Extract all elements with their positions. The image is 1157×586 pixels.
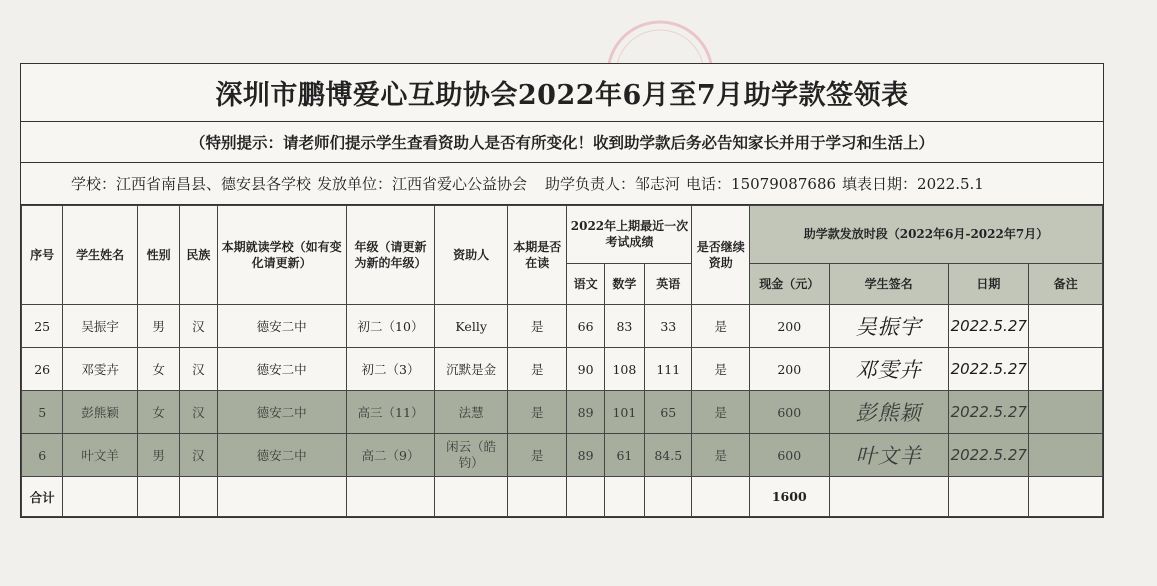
cell-grade: 初二（10） [346, 305, 435, 348]
cell-sponsor: 法慧 [435, 391, 508, 434]
cell-sign-date: 2022.5.27 [948, 391, 1029, 434]
cell-sign-date: 2022.5.27 [948, 348, 1029, 391]
info-school: 学校：江西省南昌县、德安县各学校 [71, 175, 312, 193]
cell-english: 65 [645, 391, 692, 434]
header-sponsor: 资助人 [435, 206, 508, 305]
cell-enrolled: 是 [507, 305, 566, 348]
cell-signature: 彭熊颖 [829, 391, 948, 434]
cell-sponsor: Kelly [435, 305, 508, 348]
cell-gender: 女 [137, 348, 179, 391]
total-label: 合计 [22, 477, 63, 517]
cell-cash: 200 [749, 305, 829, 348]
cell-continue: 是 [692, 348, 749, 391]
header-english: 英语 [645, 263, 692, 304]
info-line [21, 163, 1103, 205]
cell-name: 彭熊颖 [63, 391, 138, 434]
cell-remark [1029, 434, 1103, 477]
table-row [22, 391, 1103, 434]
cell-math: 108 [604, 348, 644, 391]
info-manager: 助学负责人：邹志河 [545, 175, 681, 193]
cell-math: 101 [604, 391, 644, 434]
cell-math: 83 [604, 305, 644, 348]
header-cash: 现金（元） [749, 263, 829, 304]
cell-signature: 叶文羊 [829, 434, 948, 477]
cell-english: 33 [645, 305, 692, 348]
cell-remark [1029, 348, 1103, 391]
aid-table [21, 205, 1103, 517]
cell-enrolled: 是 [507, 348, 566, 391]
cell-no: 26 [22, 348, 63, 391]
form-title: 深圳市鹏博爱心互助协会2022年6月至7月助学款签领表 [21, 64, 1103, 122]
header-ethnic: 民族 [180, 206, 217, 305]
cell-signature: 吴振宇 [829, 305, 948, 348]
cell-school: 德安二中 [217, 305, 346, 348]
cell-ethnic: 汉 [180, 348, 217, 391]
header-exam: 2022年上期最近一次考试成绩 [567, 206, 692, 264]
cell-sign-date: 2022.5.27 [948, 434, 1029, 477]
cell-ethnic: 汉 [180, 305, 217, 348]
cell-chinese: 66 [567, 305, 604, 348]
cell-continue: 是 [692, 434, 749, 477]
total-cash: 1600 [749, 477, 829, 517]
cell-no: 6 [22, 434, 63, 477]
cell-gender: 男 [137, 305, 179, 348]
cell-sponsor: 闲云（皓钧） [435, 434, 508, 477]
info-phone: 电话：15079087686 [686, 175, 837, 193]
cell-no: 25 [22, 305, 63, 348]
cell-chinese: 89 [567, 434, 604, 477]
header-chinese: 语文 [567, 263, 604, 304]
header-name: 学生姓名 [63, 206, 138, 305]
cell-name: 叶文羊 [63, 434, 138, 477]
special-notice: （特别提示：请老师们提示学生查看资助人是否有所变化！收到助学款后务必告知家长并用于学习和生活上） [21, 122, 1103, 163]
cell-school: 德安二中 [217, 434, 346, 477]
cell-gender: 男 [137, 434, 179, 477]
cell-remark [1029, 305, 1103, 348]
table-row [22, 348, 1103, 391]
cell-grade: 高三（11） [346, 391, 435, 434]
cell-remark [1029, 391, 1103, 434]
header-school: 本期就读学校（如有变化请更新） [217, 206, 346, 305]
cell-continue: 是 [692, 391, 749, 434]
header-enrolled: 本期是否在读 [507, 206, 566, 305]
cell-gender: 女 [137, 391, 179, 434]
cell-continue: 是 [692, 305, 749, 348]
cell-grade: 高二（9） [346, 434, 435, 477]
total-row [22, 477, 1103, 517]
info-issuer: 发放单位：江西省爱心公益协会 [317, 175, 528, 193]
form-sheet [20, 63, 1104, 518]
cell-cash: 600 [749, 391, 829, 434]
header-gender: 性别 [137, 206, 179, 305]
info-date: 填表日期：2022.5.1 [842, 175, 984, 193]
cell-school: 德安二中 [217, 391, 346, 434]
cell-ethnic: 汉 [180, 391, 217, 434]
header-continue: 是否继续资助 [692, 206, 749, 305]
cell-english: 111 [645, 348, 692, 391]
cell-cash: 600 [749, 434, 829, 477]
header-math: 数学 [604, 263, 644, 304]
cell-chinese: 89 [567, 391, 604, 434]
header-no: 序号 [22, 206, 63, 305]
cell-ethnic: 汉 [180, 434, 217, 477]
header-remark: 备注 [1029, 263, 1103, 304]
header-grade: 年级（请更新为新的年级） [346, 206, 435, 305]
cell-name: 吴振宇 [63, 305, 138, 348]
cell-grade: 初二（3） [346, 348, 435, 391]
table-row [22, 434, 1103, 477]
cell-enrolled: 是 [507, 391, 566, 434]
cell-enrolled: 是 [507, 434, 566, 477]
cell-school: 德安二中 [217, 348, 346, 391]
cell-no: 5 [22, 391, 63, 434]
cell-math: 61 [604, 434, 644, 477]
cell-cash: 200 [749, 348, 829, 391]
table-row [22, 305, 1103, 348]
cell-name: 邓雯卉 [63, 348, 138, 391]
cell-sponsor: 沉默是金 [435, 348, 508, 391]
header-sign-date: 日期 [948, 263, 1029, 304]
cell-signature: 邓雯卉 [829, 348, 948, 391]
header-period: 助学款发放时段（2022年6月-2022年7月） [749, 206, 1102, 264]
cell-sign-date: 2022.5.27 [948, 305, 1029, 348]
header-signature: 学生签名 [829, 263, 948, 304]
cell-english: 84.5 [645, 434, 692, 477]
cell-chinese: 90 [567, 348, 604, 391]
